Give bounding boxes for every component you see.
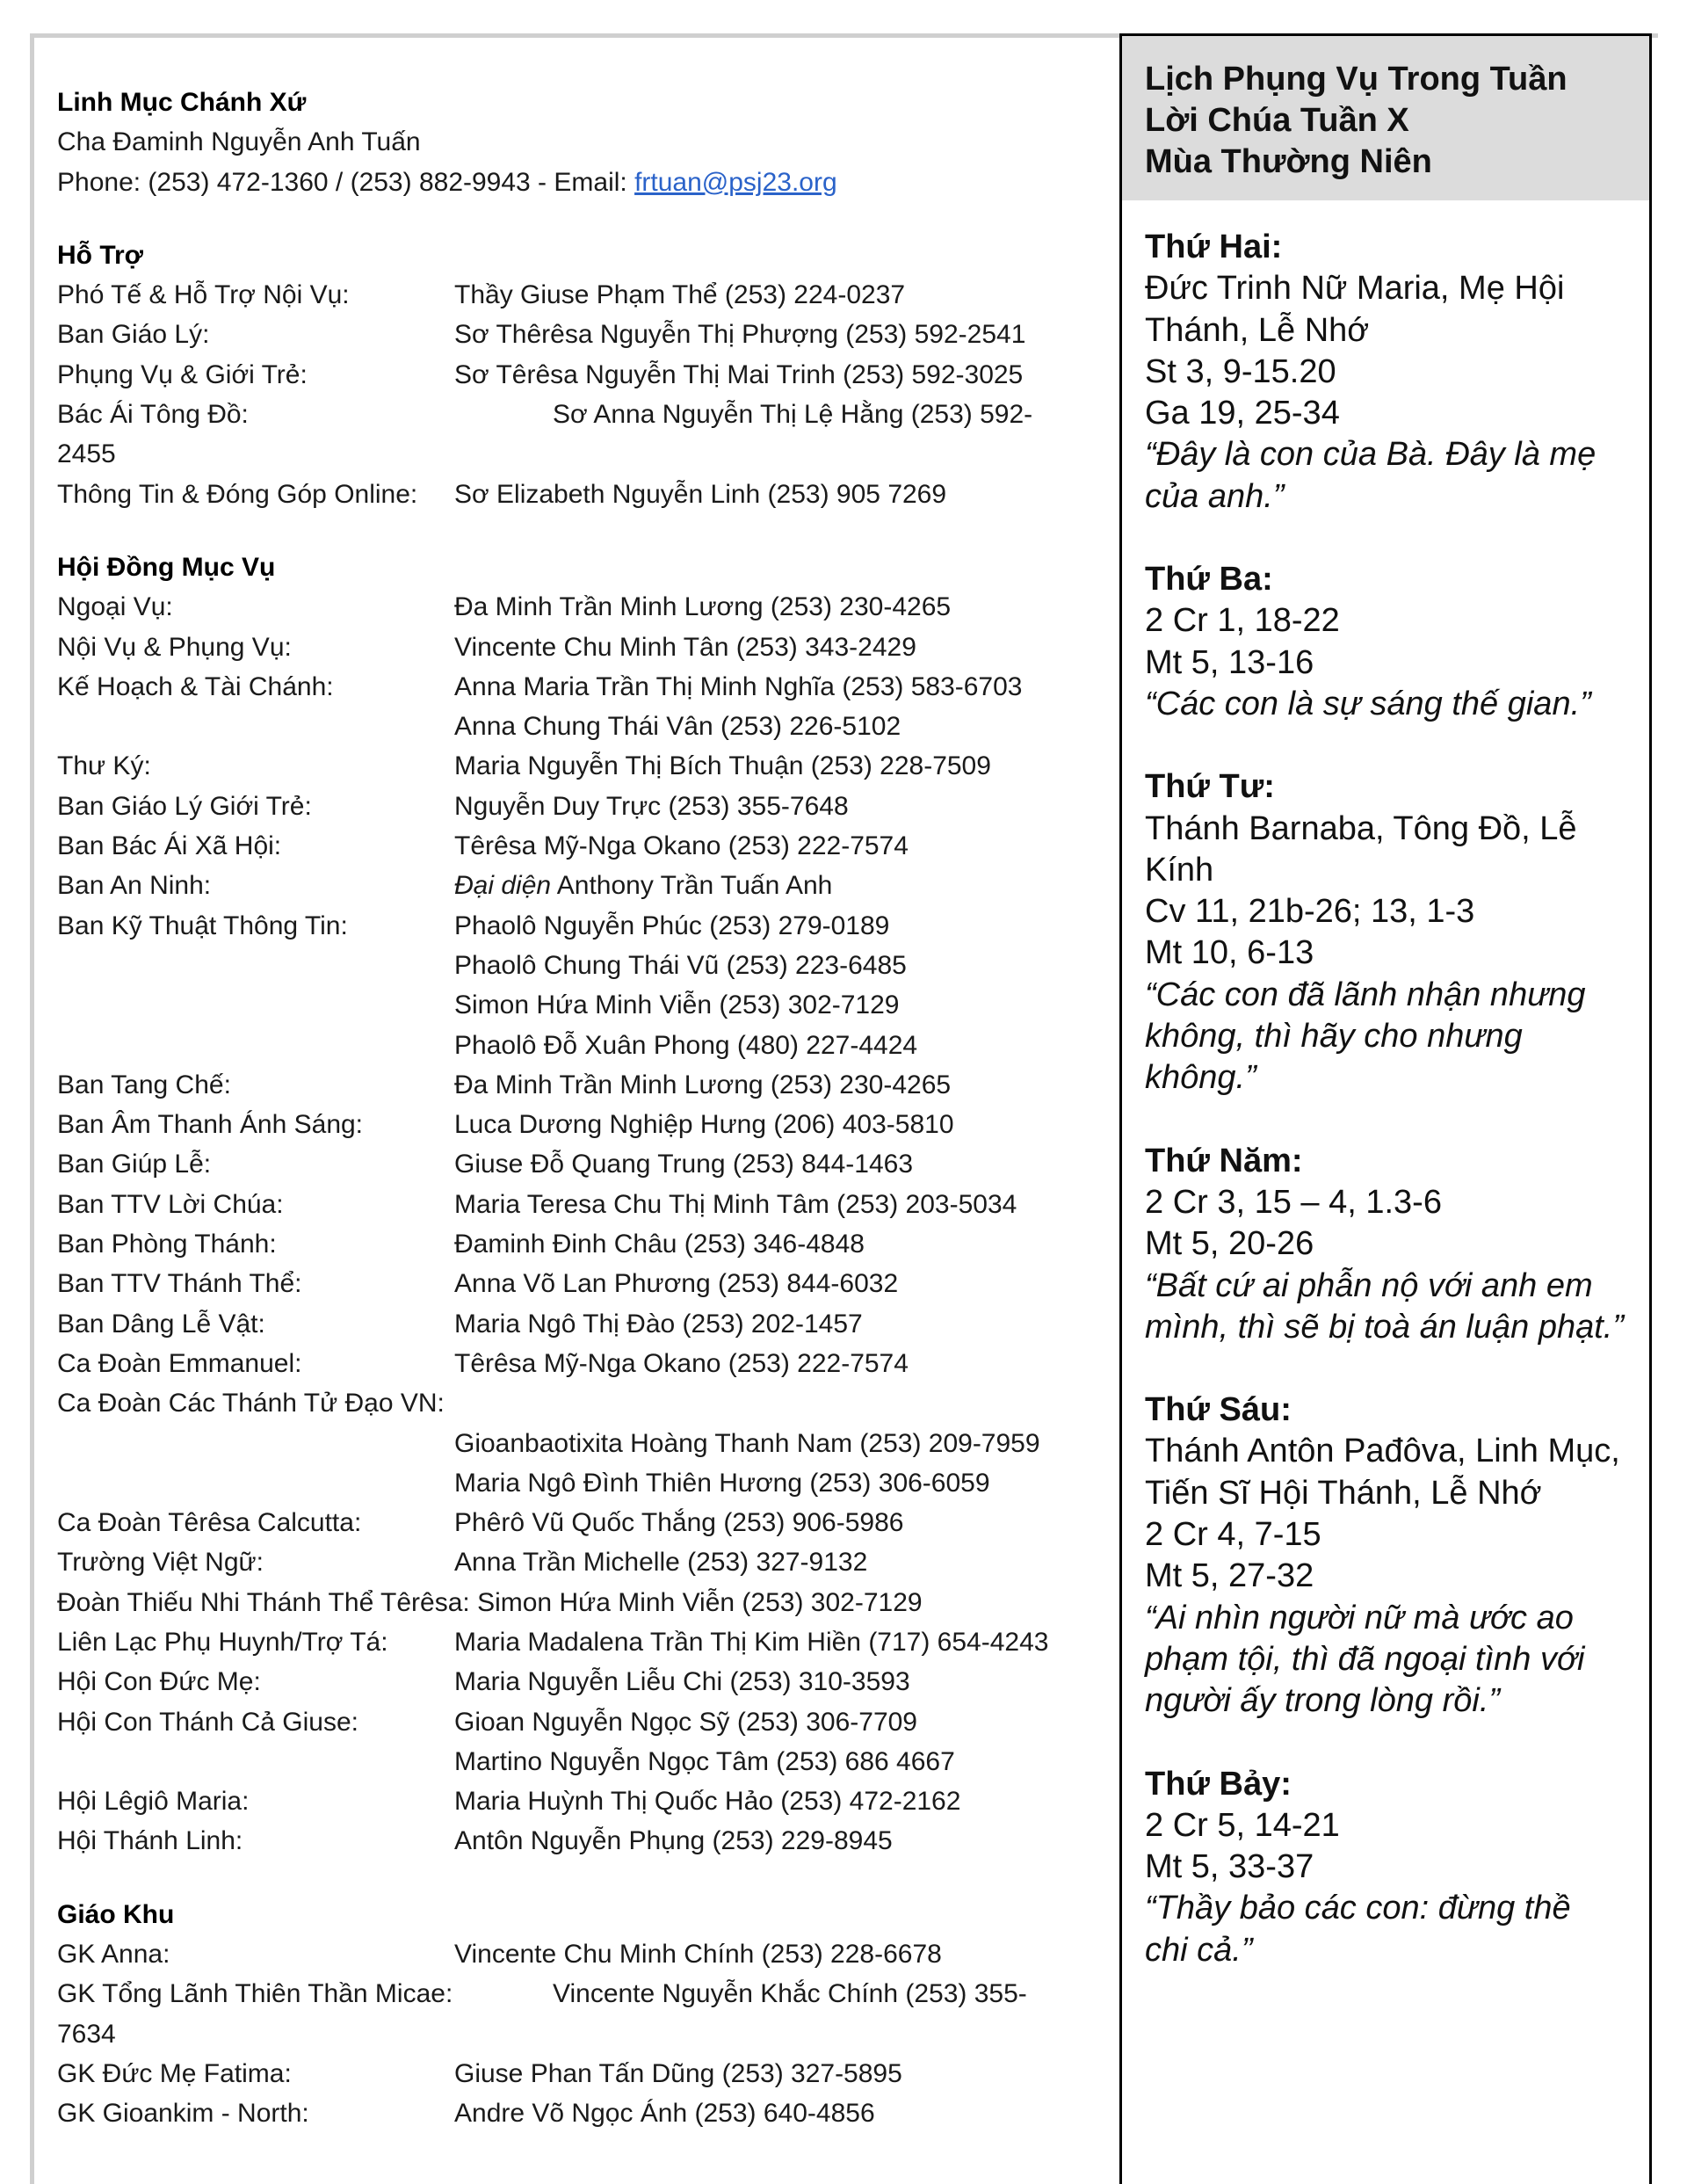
council-row [57, 985, 1103, 1025]
district-row [57, 1934, 1103, 1974]
day-reading: St 3, 9-15.20 [1145, 352, 1336, 390]
day-reading: Mt 5, 27-32 [1145, 1557, 1314, 1595]
council-label: Ban TTV Thánh Thể: [57, 1269, 302, 1299]
council-label: Ban Phòng Thánh: [57, 1230, 277, 1259]
council-value: Đa Minh Trần Minh Lương (253) 230-4265 [454, 592, 952, 622]
day-reading: 2 Cr 5, 14-21 [1145, 1806, 1340, 1844]
support-row [57, 355, 1103, 395]
council-value: Maria Teresa Chu Thị Minh Tâm (253) 203-5034 [454, 1189, 1017, 1219]
day-reading: 2 Cr 3, 15 – 4, 1.3-6 [1145, 1183, 1442, 1221]
council-label: Nội Vụ & Phụng Vụ: [57, 632, 292, 662]
council-value: Đaminh Đinh Châu (253) 346-4848 [454, 1230, 865, 1259]
council-row [57, 946, 1103, 985]
council-row [57, 1105, 1103, 1144]
council-label [57, 1742, 454, 1781]
council-value: Đa Minh Trần Minh Lương (253) 230-4265 [454, 1070, 952, 1099]
district-row [57, 2093, 1103, 2133]
council-row [57, 1344, 1103, 1383]
council-value: Maria Huỳnh Thị Quốc Hảo (253) 472-2162 [454, 1787, 961, 1817]
day-reading: 2 Cr 4, 7-15 [1145, 1516, 1321, 1554]
day-quote: không.” [1145, 1059, 1256, 1097]
council-label: Ban An Ninh: [57, 871, 212, 901]
council-label: Ca Đoàn Emmanuel: [57, 1348, 302, 1378]
district-value: Vincente Chu Minh Chính (253) 228-6678 [454, 1940, 942, 1970]
support-label: Thông Tin & Đóng Góp Online: [57, 479, 418, 509]
pastor-name: Cha Đaminh Nguyễn Anh Tuấn [57, 127, 421, 157]
council-row [57, 1144, 1103, 1184]
day-reading: Ga 19, 25-34 [1145, 395, 1340, 432]
day-quote: chi cả.” [1145, 1931, 1253, 1969]
district-label: GK Anna: [57, 1940, 170, 1970]
council-row [57, 1821, 1103, 1861]
council-label: Ban Âm Thanh Ánh Sáng: [57, 1110, 364, 1140]
day-reading: Thánh Antôn Pađôva, Linh Mục, [1145, 1433, 1620, 1470]
support-value: Sơ Anna Nguyễn Thị Lệ Hằng (253) 592- [553, 400, 1033, 430]
council-row [57, 1622, 1103, 1662]
district-row [57, 1974, 1103, 2013]
support-label: Ban Giáo Lý: [57, 320, 210, 350]
council-value: Phaolô Nguyễn Phúc (253) 279-0189 [454, 911, 890, 940]
council-value: Phaolô Đỗ Xuân Phong (480) 227-4424 [454, 1030, 918, 1060]
liturgy-panel [1119, 33, 1652, 2184]
liturgy-day [1145, 1141, 1635, 1348]
council-value: Maria Nguyễn Thị Bích Thuận (253) 228-7509 [454, 751, 991, 781]
council-label [57, 985, 454, 1025]
council-label: Hội Lêgiô Maria: [57, 1787, 250, 1817]
district-row [57, 2054, 1103, 2093]
council-row [57, 1185, 1103, 1224]
council-value: Gioanbaotixita Hoàng Thanh Nam (253) 209-7959 [454, 1428, 1040, 1458]
support-label: Bác Ái Tông Đồ: [57, 400, 249, 430]
day-quote: “Thầy bảo các con: đừng thề [1145, 1890, 1571, 1927]
council-row [57, 707, 1103, 746]
liturgy-day [1145, 559, 1635, 725]
council-row [57, 906, 1103, 946]
council-row [57, 787, 1103, 826]
support-label: Phó Tế & Hỗ Trợ Nội Vụ: [57, 280, 350, 310]
council-value: Nguyễn Duy Trực (253) 355-7648 [454, 791, 849, 821]
council-label: Ngoại Vụ: [57, 592, 173, 622]
council-label: Trường Việt Ngữ: [57, 1548, 264, 1578]
council-value: Anna Trần Michelle (253) 327-9132 [454, 1548, 868, 1578]
council-row [57, 1542, 1103, 1582]
day-quote: “Các con đã lãnh nhận nhưng [1145, 976, 1586, 1013]
council-label: Liên Lạc Phụ Huynh/Trợ Tá: [57, 1627, 388, 1657]
council-row [57, 1781, 1103, 1821]
day-name: Thứ Tư: [1145, 768, 1275, 806]
council-row [57, 866, 1103, 905]
council-label: Hội Con Thánh Cả Giuse: [57, 1707, 358, 1737]
council-label: Ban Giúp Lễ: [57, 1150, 212, 1179]
support-value-cont: 2455 [57, 439, 116, 469]
district-value-cont: 7634 [57, 2019, 116, 2049]
support-heading: Hỗ Trợ [57, 240, 143, 270]
district-value: Andre Võ Ngọc Ánh (253) 640-4856 [454, 2099, 875, 2129]
council-label: Hội Con Đức Mẹ: [57, 1667, 261, 1697]
pastor-contact [57, 163, 1103, 202]
council-label [57, 1026, 454, 1065]
day-name: Thứ Hai: [1145, 229, 1283, 265]
council-label [57, 946, 454, 985]
district-value: Giuse Phan Tấn Dũng (253) 327-5895 [454, 2058, 902, 2088]
security-name: Anthony Trần Tuấn Anh [551, 871, 833, 901]
council-value: Anna Maria Trần Thị Minh Nghĩa (253) 583-6703 [454, 671, 1023, 701]
council-label: Ban Bác Ái Xã Hội: [57, 831, 282, 861]
day-name: Thứ Bảy: [1145, 1765, 1292, 1803]
pastor-email-link[interactable]: frtuan@psj23.org [634, 167, 837, 197]
council-label: Ca Đoàn Các Thánh Tử Đạo VN: [57, 1389, 445, 1419]
council-row [57, 628, 1103, 667]
council-value: Anna Chung Thái Vân (253) 226-5102 [454, 712, 901, 742]
support-label: Phụng Vụ & Giới Trẻ: [57, 359, 308, 389]
council-label: Kế Hoạch & Tài Chánh: [57, 671, 334, 701]
support-value: Sơ Têrêsa Nguyễn Thị Mai Trinh (253) 592-3025 [454, 359, 1024, 389]
council-row [57, 1702, 1103, 1742]
support-row [57, 275, 1103, 315]
day-quote: “Ai nhìn người nữ mà ước ao [1145, 1599, 1574, 1636]
day-quote: không, thì hãy cho nhưng [1145, 1018, 1523, 1056]
support-row [57, 475, 1103, 514]
support-value: Thầy Giuse Phạm Thể (253) 224-0237 [454, 280, 906, 310]
day-quote: phạm tội, thì đã ngoại tình với [1145, 1640, 1585, 1678]
districts-heading: Giáo Khu [57, 1899, 175, 1929]
district-label: GK Đức Mẹ Fatima: [57, 2058, 292, 2088]
council-row [57, 1662, 1103, 1701]
day-name: Thứ Năm: [1145, 1142, 1303, 1179]
council-value: Têrêsa Mỹ-Nga Okano (253) 222-7574 [454, 831, 909, 861]
council-row [57, 587, 1103, 627]
council-label: Hội Thánh Linh: [57, 1826, 243, 1856]
council-row [57, 1026, 1103, 1065]
council-value: Giuse Đỗ Quang Trung (253) 844-1463 [454, 1150, 913, 1179]
day-reading: 2 Cr 1, 18-22 [1145, 602, 1340, 640]
liturgy-day [1145, 1389, 1635, 1722]
council-value: Têrêsa Mỹ-Nga Okano (253) 222-7574 [454, 1348, 909, 1378]
council-row [57, 1065, 1103, 1105]
council-value: Anna Võ Lan Phương (253) 844-6032 [454, 1269, 899, 1299]
day-reading: Mt 10, 6-13 [1145, 934, 1314, 972]
liturgy-header [1122, 36, 1649, 200]
council-row [57, 1224, 1103, 1264]
council-value: Maria Madalena Trần Thị Kim Hiền (717) 654-4243 [454, 1627, 1049, 1657]
day-reading: Mt 5, 20-26 [1145, 1225, 1314, 1263]
council-value: Maria Ngô Thị Đào (253) 202-1457 [454, 1309, 863, 1339]
council-label: Ban Tang Chế: [57, 1070, 231, 1099]
council-value: Martino Nguyễn Ngọc Tâm (253) 686 4667 [454, 1746, 955, 1776]
day-quote: mình, thì sẽ bị toà án luận phạt.” [1145, 1308, 1625, 1346]
council-value: Simon Hứa Minh Viễn (253) 302-7129 [454, 990, 900, 1020]
day-quote: của anh.” [1145, 477, 1285, 515]
council-label [57, 707, 454, 746]
liturgy-week: Lời Chúa Tuần X [1145, 102, 1409, 139]
day-name: Thứ Ba: [1145, 561, 1273, 599]
council-value [454, 866, 1103, 905]
council-value: Gioan Nguyễn Ngọc Sỹ (253) 306-7709 [454, 1707, 917, 1737]
pastor-heading: Linh Mục Chánh Xứ [57, 88, 307, 117]
council-label: Ban Dâng Lễ Vật: [57, 1309, 265, 1339]
district-label: GK Gioankim - North: [57, 2099, 309, 2129]
liturgy-title: Lịch Phụng Vụ Trong Tuần [1145, 61, 1568, 98]
security-prefix: Đại diện [454, 871, 552, 901]
council-label: Ban TTV Lời Chúa: [57, 1189, 284, 1219]
day-reading: Thánh Barnaba, Tông Đồ, Lễ [1145, 809, 1577, 847]
district-label: GK Tổng Lãnh Thiên Thần Micae: [57, 1979, 453, 2009]
council-value: Maria Ngô Đình Thiên Hương (253) 306-6059 [454, 1468, 990, 1498]
district-value: Vincente Nguyễn Khắc Chính (253) 355- [553, 1979, 1027, 2009]
council-value: Maria Nguyễn Liễu Chi (253) 310-3593 [454, 1667, 910, 1697]
council-row [57, 826, 1103, 866]
council-value: Phaolô Chung Thái Vũ (253) 223-6485 [454, 950, 907, 980]
pastor-phone: Phone: (253) 472-1360 / (253) 882-9943 - Email: [57, 167, 635, 197]
day-reading: Đức Trinh Nữ Maria, Mẹ Hội [1145, 270, 1565, 308]
council-row [57, 1304, 1103, 1344]
council-label: Thư Ký: [57, 751, 151, 781]
council-row [57, 667, 1103, 707]
council-value: Luca Dương Nghiệp Hưng (206) 403-5810 [454, 1110, 954, 1140]
youth-row: Đoàn Thiếu Nhi Thánh Thể Têrêsa: Simon Hứa Minh Viễn (253) 302-7129 [57, 1587, 923, 1617]
support-value: Sơ Thêrêsa Nguyễn Thị Phượng (253) 592-2541 [454, 320, 1026, 350]
liturgy-season: Mùa Thường Niên [1145, 143, 1432, 180]
support-row [57, 395, 1103, 434]
council-label: Ban Kỹ Thuật Thông Tin: [57, 911, 348, 940]
liturgy-day [1145, 766, 1635, 1099]
council-row [57, 1742, 1103, 1781]
day-reading: Cv 11, 21b-26; 13, 1-3 [1145, 893, 1475, 931]
day-reading: Mt 5, 33-37 [1145, 1848, 1314, 1886]
directory-column [57, 83, 1103, 2134]
day-quote: “Các con là sự sáng thế gian.” [1145, 685, 1591, 722]
support-value: Sơ Elizabeth Nguyễn Linh (253) 905 7269 [454, 479, 947, 509]
council-value: Antôn Nguyễn Phụng (253) 229-8945 [454, 1826, 893, 1856]
council-heading: Hội Đồng Mục Vụ [57, 552, 276, 582]
liturgy-day [1145, 227, 1635, 518]
day-quote: “Đây là con của Bà. Đây là mẹ [1145, 436, 1596, 474]
council-value: Phêrô Vũ Quốc Thắng (253) 906-5986 [454, 1508, 904, 1538]
day-quote: “Bất cứ ai phẫn nộ với anh em [1145, 1266, 1593, 1304]
support-row [57, 315, 1103, 354]
council-label: Ban Giáo Lý Giới Trẻ: [57, 791, 312, 821]
council-value: Vincente Chu Minh Tân (253) 343-2429 [454, 632, 916, 662]
day-reading: Kính [1145, 851, 1214, 889]
day-reading: Thánh, Lễ Nhớ [1145, 311, 1370, 349]
council-row [57, 1264, 1103, 1303]
day-quote: người ấy trong lòng rồi.” [1145, 1682, 1501, 1720]
day-reading: Mt 5, 13-16 [1145, 643, 1314, 681]
council-row [57, 746, 1103, 786]
day-name: Thứ Sáu: [1145, 1391, 1292, 1429]
day-reading: Tiến Sĩ Hội Thánh, Lễ Nhớ [1145, 1474, 1542, 1512]
council-row [57, 1503, 1103, 1542]
council-label: Ca Đoàn Têrêsa Calcutta: [57, 1508, 362, 1538]
liturgy-days [1122, 200, 1649, 1971]
liturgy-day [1145, 1764, 1635, 1971]
